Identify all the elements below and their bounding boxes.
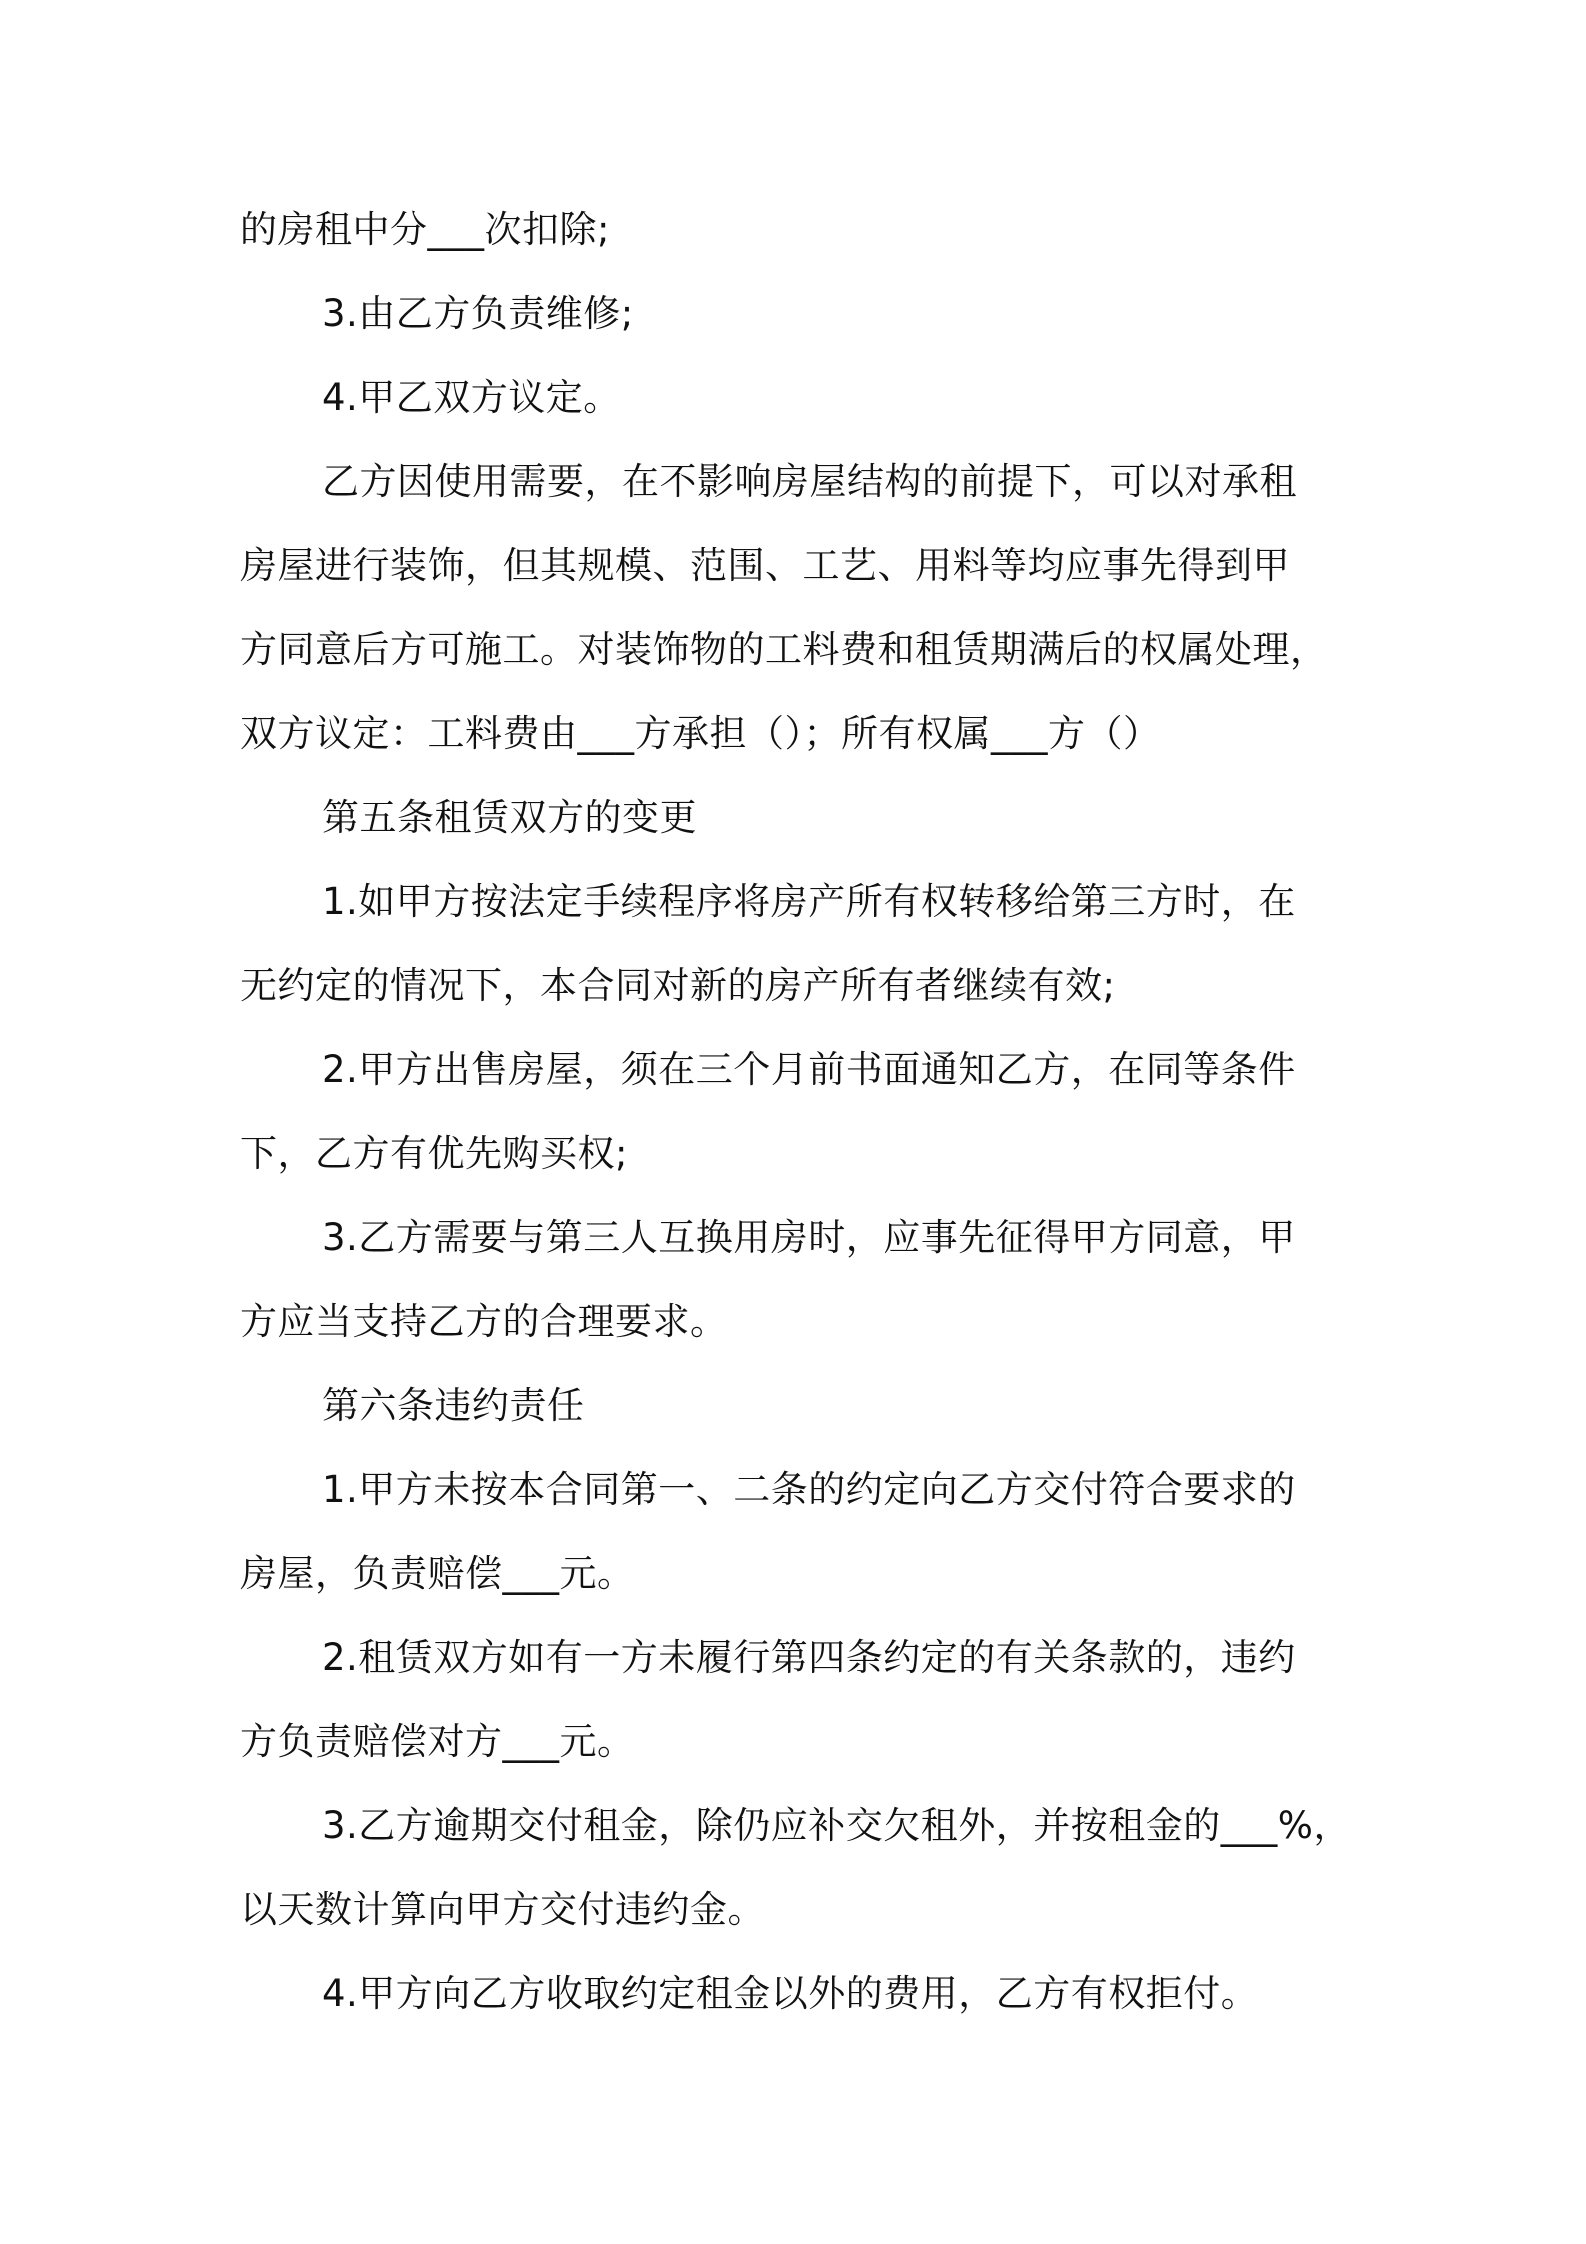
text-line-6: 方同意后方可施工。对装饰物的工料费和租赁期满后的权属处理， [240,628,1328,671]
text-line-17: 房屋，负责赔偿___元。 [240,1552,635,1595]
text-line-12: 下，乙方有优先购买权; [240,1132,628,1175]
text-line-13: 3.乙方需要与第三人互换用房时，应事先征得甲方同意，甲 [322,1216,1296,1259]
text-line-9: 1.如甲方按法定手续程序将房产所有权转移给第三方时，在 [322,880,1296,923]
text-line-2: 3.由乙方负责维修; [322,292,634,335]
text-line-10: 无约定的情况下，本合同对新的房产所有者继续有效; [240,964,1116,1007]
text-line-11: 2.甲方出售房屋，须在三个月前书面通知乙方，在同等条件 [322,1048,1296,1091]
text-line-1: 的房租中分___次扣除; [240,208,610,251]
section-heading-6: 第六条违约责任 [322,1384,585,1427]
text-line-22: 4.甲方向乙方收取约定租金以外的费用，乙方有权拒付。 [322,1972,1259,2015]
text-line-19: 方负责赔偿对方___元。 [240,1720,635,1763]
text-line-7: 双方议定：工料费由___方承担（）；所有权属___方（） [240,712,1161,755]
text-line-21: 以天数计算向甲方交付违约金。 [240,1888,765,1931]
text-line-5: 房屋进行装饰，但其规模、范围、工艺、用料等均应事先得到甲 [240,544,1290,587]
text-line-20: 3.乙方逾期交付租金，除仍应补交欠租外，并按租金的___%， [322,1804,1351,1847]
text-line-3: 4.甲乙双方议定。 [322,376,621,419]
section-heading-5: 第五条租赁双方的变更 [322,796,697,839]
text-line-14: 方应当支持乙方的合理要求。 [240,1300,728,1343]
text-line-18: 2.租赁双方如有一方未履行第四条约定的有关条款的，违约 [322,1636,1296,1679]
text-line-4: 乙方因使用需要，在不影响房屋结构的前提下，可以对承租 [322,460,1297,503]
text-line-16: 1.甲方未按本合同第一、二条的约定向乙方交付符合要求的 [322,1468,1296,1511]
